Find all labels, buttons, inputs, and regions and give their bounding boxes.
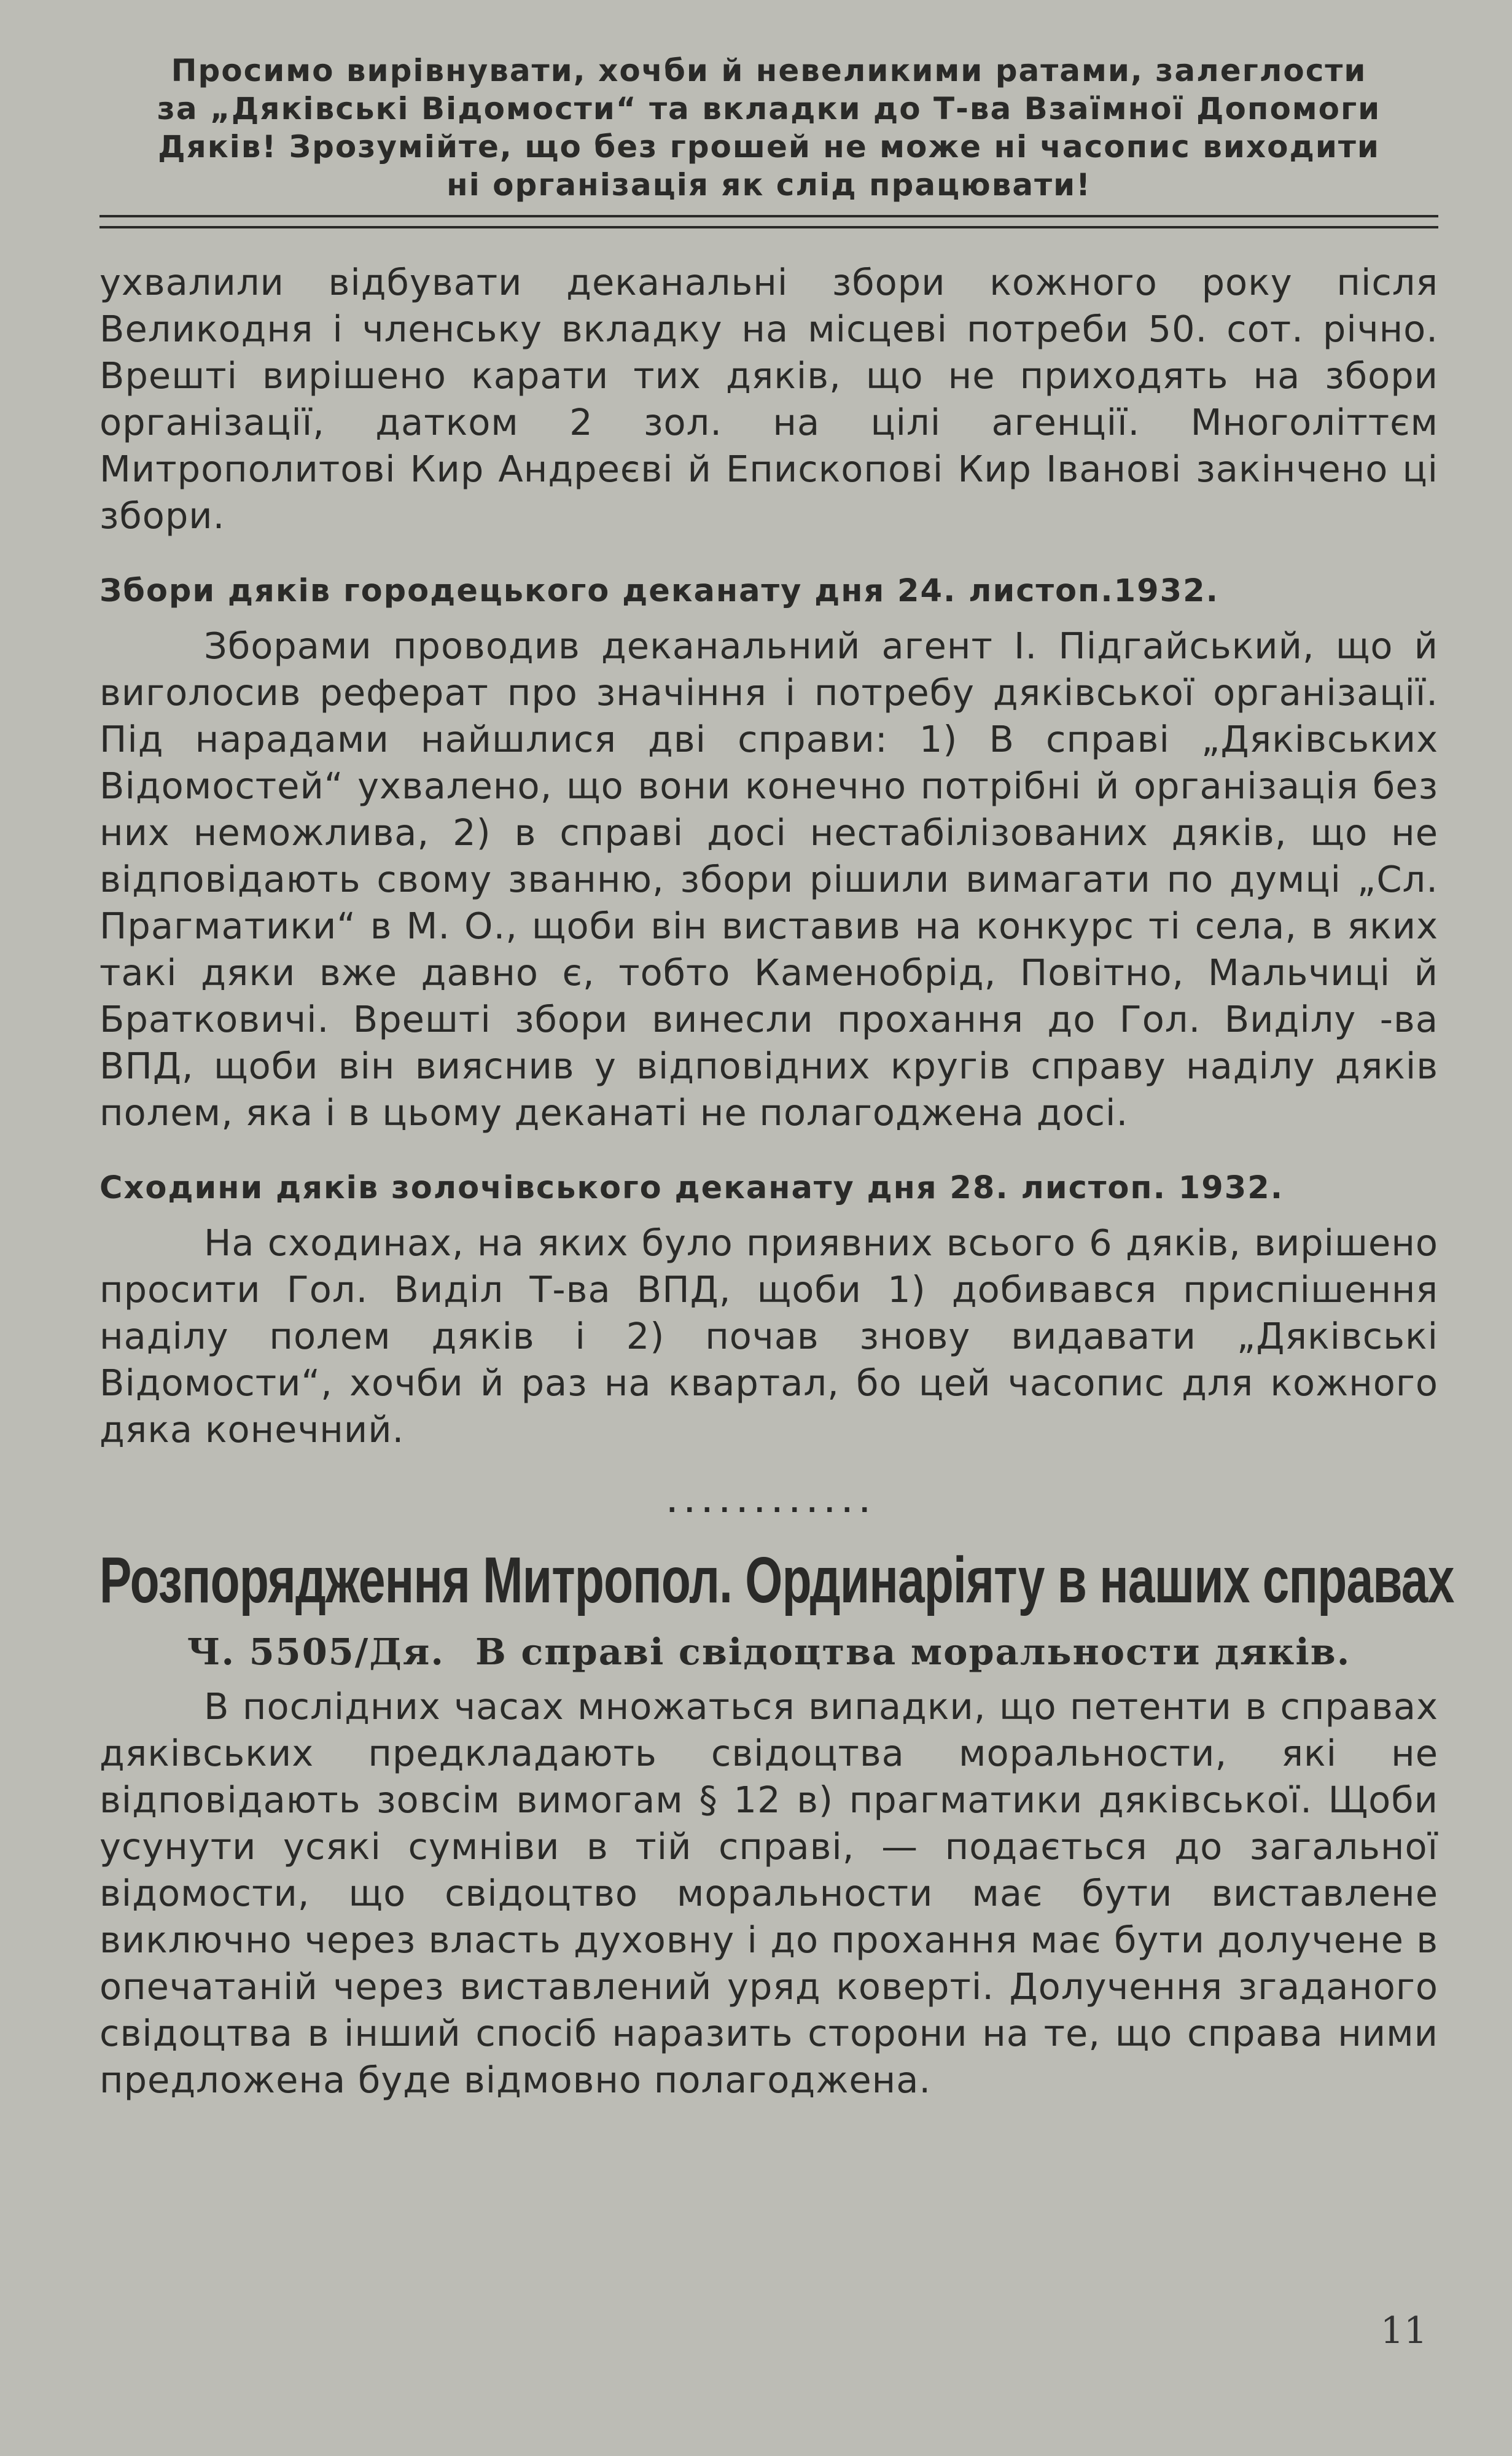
main-title: Розпорядження Митропол. Ординаріяту в наших справах	[99, 1544, 1454, 1616]
decree-number: Ч. 5505/Дя.	[187, 1631, 445, 1673]
page-number: 11	[1380, 2309, 1427, 2352]
dotted-separator: ............	[664, 1487, 874, 1519]
decree-heading	[99, 1629, 1438, 1675]
intro-paragraph: ухвалили відбувати деканальні збори кожного року після Великодня і членську вкладку на місцеві потреби 50. сот. річно. Врешті вирішено карати тих дяків, що не приходять на збори організації, датком 2 зол. на цілі агенції. Многоліттєм Митрополитові Кир Андреєві й Епископові Кир Іванові закінчено ці збори.	[99, 261, 1438, 537]
notice-line: ні організація як слід працювати!	[446, 167, 1091, 203]
notice-line: Дяків! Зрозумійте, що без грошей не може ні часопис виходити	[158, 129, 1380, 165]
section-heading-horodok: Збори дяків городецького деканату дня 24. листоп.1932.	[99, 573, 1219, 609]
section-paragraph-horodok: Зборами проводив деканальний агент І. Підгайський, що й виголосив реферат про значіння і потребу дяківської організації. Під нарадами найшлися дві справи: 1) В справі „Дяківських Відомостей“ ухвалено, що вони конечно потрібні й організація без них неможлива, 2) в справі досі нестабілізованих дяків, що не відповідають свому званню, збори рішили вимагати по думці „Сл. Прагматики“ в М. О., щоби він виставив на конкурс ті села, в яких такі дяки вже давно є, тобто Каменобрід, Повітно, Мальчиці й Братковичі. Врешті збори винесли прохання до Гол. Виділу -ва ВПД, щоби він вияснив у відповідних кругів справу наділу дяків полем, яка і в цьому деканаті не полагоджена досі.	[99, 625, 1438, 1134]
notice-line: за „Дяківські Відомости“ та вкладки до Т-ва Взаїмної Допомоги	[157, 91, 1381, 127]
notice-box	[99, 43, 1438, 204]
double-rule-divider	[99, 215, 1438, 228]
section-heading-zolochiv: Сходини дяків золочівського деканату дня 28. листоп. 1932.	[99, 1170, 1284, 1206]
decree-paragraph: В послідних часах множаться випадки, що петенти в справах дяківських предкладають свідоцтва моральности, які не відповідають зовсім вимогам § 12 в) прагматики дяківської. Щоби усунути усякі сумніви в тій справі, — подається до загальної відомости, що свідоцтво моральности має бути виставлене виключно через власть духовну і до прохання має бути долучене в опечатаній через виставлений уряд коверті. Долучення згаданого свідоцтва в інший спосіб наразить сторони на те, що справа ними предложена буде відмовно полагоджена.	[99, 1685, 1438, 2101]
section-paragraph-zolochiv: На сходинах, на яких було приявних всього 6 дяків, вирішено просити Гол. Виділ Т-ва ВПД, щоби 1) добивався приспішення наділу полем дяків і 2) почав знову видавати „Дяківські Відомости“, хочби й раз на квартал, бо цей часопис для кожного дяка конечний.	[99, 1222, 1438, 1451]
document-page	[99, 43, 1454, 2103]
decree-subject: В справі свідоцтва моральности дяків.	[475, 1631, 1351, 1673]
notice-line: Просимо вирівнувати, хочби й невеликими ратами, залеглости	[171, 53, 1367, 88]
